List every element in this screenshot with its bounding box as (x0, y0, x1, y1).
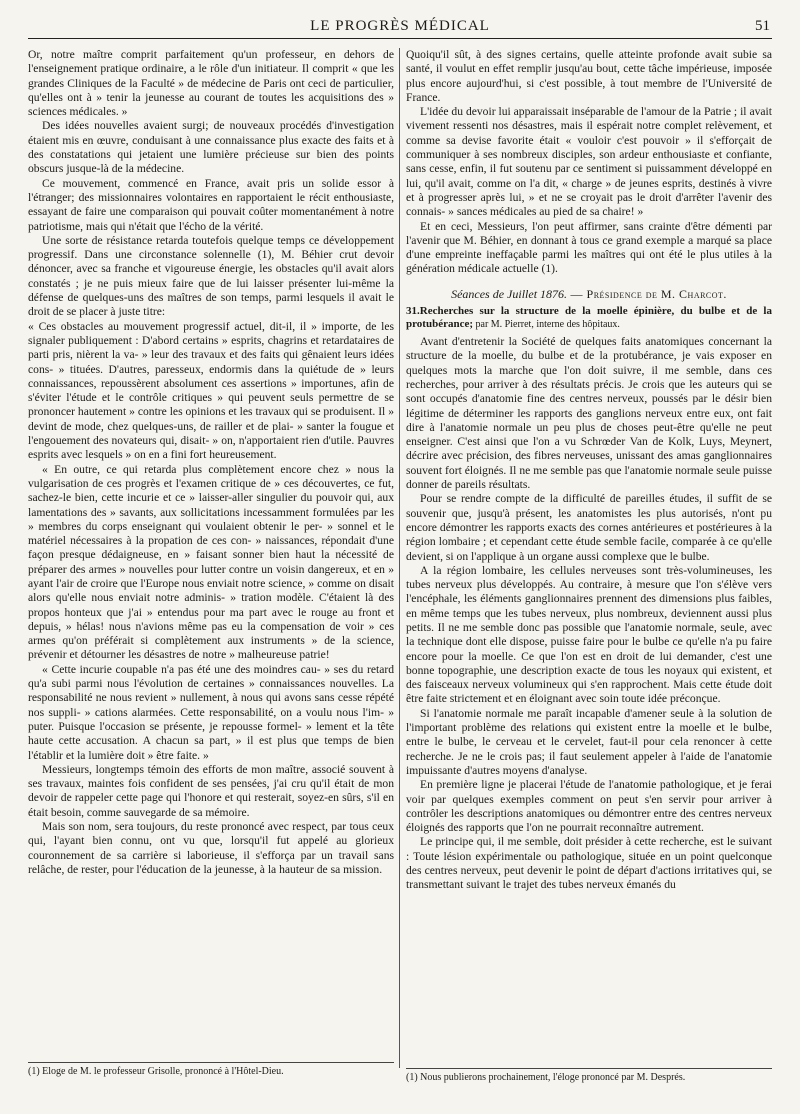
session-heading (406, 287, 772, 301)
column-divider (399, 48, 400, 1068)
paragraph: Quoiqu'il sût, à des signes certains, quelle atteinte profonde avait subie sa santé, il voulut en effet remplir jusqu'au bout, cette tâche impérieuse, imposée plus encore aujourd'hui, si c'est possible, à tout membre de l'Université de France. (406, 48, 772, 104)
paragraph: Mais son nom, sera toujours, du reste prononcé avec respect, par tous ceux qui, l'ayant bien connu, ont vu que, lorsqu'il fut appelé au glorieux couronnement de sa carrière si laborieuse, il s'efforça par un travail sans relâche, de rester, pour l'éducation de la jeunesse, à la hauteur de sa mission. (28, 820, 394, 876)
left-column (28, 48, 394, 1058)
journal-title: LE PROGRÈS MÉDICAL (310, 18, 490, 34)
quote-paragraph: « Ces obstacles au mouvement progressif actuel, dit-il, il » importe, de les signaler publiquement : D'abord certains » esprits, chagrins et retardataires de parti pris, nièrent la va- » leur des travaux et des faits qui gênaient leurs idées cons- » tituées. D'autres, paresseux, endormis dans la quiétude de » leurs connaissances, repoussèrent absolument ces assertions » importunes, afin de s'éviter l'étude et le contrôle critiques » qui peuvent seuls permettre de se prononcer hautement » contre les opinions et les travaux qui se produisent. Il » devint de mode, chez quelques-uns, de railler et de plai- » santer la fougue et l'engouement des novateurs qui, disait- » on, n'apportaient rien d'utile. Pauvres esprits avec lesquels » on en a fini fort heureusement. (28, 319, 394, 462)
page-number: 51 (755, 18, 770, 34)
quote-paragraph: « En outre, ce qui retarda plus complètement encore chez » nous la vulgarisation de ces progrès et l'examen critique de » ces découvertes, ce fut, sachez-le bien, cette incurie et ce » laisser-aller singulier du pouvoir qui, aux lamentations des » savants, aux sollicitations incessamment formulées par les » membres du corps enseignant qui voulaient obtenir le per- » sonnel et le matériel nécessaires à la propation de ces con- » naissances, répondait d'une façon presque dédaigneuse, en » faisant sonner bien haut la nécessité de préparer des armes » nouvelles pour lutter contre un voisin dangereux, et en » ayant l'air de croire que l'Europe nous enviait notre science, » comme on disait alors qu'elle nous enviait notre adminis- » tration modèle. C'étaient là des propos honteux que j'ai » entendus pour ma part avec le rouge au front et depuis, » hélas! nous n'avions même pas eu la compensation de voir » ces armes qu'on préférait si complètement aux instruments » de la science, prévenir et détourner les désastres de notre » malheureuse patrie! (28, 462, 394, 662)
paragraph: A la région lombaire, les cellules nerveuses sont très-volumineuses, les tubes nerveux plus développés. Au contraire, à mesure que l'on s'élève vers l'encéphale, les éléments ganglionnaires prennent des dimensions plus faibles, en même temps que les tubes nerveux, plus nombreux, deviennent aussi plus petits. Il ne me semble donc pas possible que l'anatomie normale, seule, avec la technique dont elle dispose, puisse faire pour le bulbe ce qu'elle n'a pu faire encore pour la moelle. Ce que l'on est en droit de lui demander, c'est une bonne topographie, une description exacte de tous les noyaux qui existent, et des faisceaux nerveux volumineux qui s'en rapprochent. Mais cette étude doit être faite strictement et en éloignant avec soin toute idée préconçue. (406, 563, 772, 706)
footnote-right: (1) Nous publierons prochainement, l'éloge prononcé par M. Després. (406, 1072, 686, 1083)
paragraph: Une sorte de résistance retarda toutefois quelque temps ce développement progressif. Dans une circonstance solennelle (1), M. Béhier crut devoir dénoncer, avec sa franche et vigoureuse énergie, les obstacles qu'il avait alors constatés ; je ne puis mieux faire que de lui laisser présenter lui-même la défense de quelques-uns des maîtres de son temps, parmi lesquels il avait le droit de se placer à juste titre: (28, 233, 394, 319)
footnote-rule (28, 1062, 394, 1063)
footnote-left: (1) Eloge de M. le professeur Grisolle, prononcé à l'Hôtel-Dieu. (28, 1066, 284, 1077)
paragraph: Pour se rendre compte de la difficulté de pareilles études, il suffit de se souvenir que, jusqu'à présent, les anatomistes les plus autorisés, n'ont pu encore démontrer les rapports exacts des cornes antérieures et postérieures à la région lombaire ; et cependant cette étude semble facile, comparée à ce qu'elle devient, si on l'applique à un organe aussi complexe que le bulbe. (406, 492, 772, 563)
paragraph: Messieurs, longtemps témoin des efforts de mon maître, associé souvent à ses travaux, maintes fois confident de ses pensées, j'ai cru qu'il était de mon devoir de rappeler cette page qui l'honore et qui resterait, soyez-en sûrs, s'il en était besoin, comme sauvegarde de sa mémoire. (28, 762, 394, 819)
footnote-rule (406, 1068, 772, 1069)
article-author: par M. Pierret, interne des hôpitaux. (473, 319, 620, 331)
paragraph: Ce mouvement, commencé en France, avait pris un solide essor à l'étranger; des missionnaires volontaires en rapportaient le récit enthousiaste, essayant de faire une comparaison qui pouvait coûter momentanément à notre patriotisme, mais qui n'était que l'écho de la vérité. (28, 176, 394, 233)
paragraph: En première ligne je placerai l'étude de l'anatomie pathologique, et je ferai voir par quelques exemples comment on peut s'en servir pour arriver à contrôler les descriptions anatomiques ou démontrer entre des centres nerveux éloignés des rapports que l'on ne pourrait reconnaître autrement. (406, 778, 772, 835)
article-heading (406, 305, 772, 331)
paragraph: Avant d'entretenir la Société de quelques faits anatomiques concernant la structure de la moelle, du bulbe et de la protubérance, je vais exposer en quelques mots la marche que l'on doit suivre, il me semble, dans ces recherches, pour arriver à des résultats précis. Je crois que les auteurs qui se sont occupés d'anatomie fine des centres nerveux, poussés par le désir bien légitime de déterminer les rapports des ganglions nerveux entre eux, ont fait dire à l'anatomie normale un peu plus de choses peut-être qu'elle ne peut enseigner. C'est ainsi que l'on a vu Schrœder Van de Kolk, Luys, Meynert, décrire avec précision, des fibres nerveuses, unissant des amas ganglionnaires souvent fort éloignés. Il ne me semble pas que l'anatomie normale seule puisse donner de pareils résultats. (406, 335, 772, 492)
paragraph: Or, notre maître comprit parfaitement qu'un professeur, en dehors de l'enseignement pratique ordinaire, a le rôle d'un initiateur. Il comprit « que les grandes Cliniques de la Faculté » de médecine de Paris ont ceci de particulier, qu'elles ont à » tenir la jeunesse au courant de toutes les acquisitions des » sciences médicales. » (28, 48, 394, 119)
right-column (406, 48, 772, 1058)
paragraph: Des idées nouvelles avaient surgi; de nouveaux procédés d'investigation étaient mis en œuvre, conduisant à une connaissance plus exacte des faits et à des constatations qui jetaient une lumière précieuse sur bien des points obscurs jusque-là de la médecine. (28, 119, 394, 176)
paragraph: Si l'anatomie normale me paraît incapable d'amener seule à la solution de l'important problème des relations qui existent entre la moelle et le bulbe, entre le bulbe, le cerveau et le cervelet, faut-il pour cela renoncer à cette recherche. Je ne le crois pas; il faut seulement appeler à l'aide de l'anatomie impuissante d'autres moyens d'analyse. (406, 706, 772, 777)
page-header (28, 16, 772, 39)
session-date: Séances de Juillet 1876. (451, 286, 568, 301)
paragraph: Et en ceci, Messieurs, l'on peut affirmer, sans crainte d'être démenti par l'avenir que M. Béhier, en donnant à tous ce grand exemple a marqué sa place d'une empreinte ineffaçable parmi les maîtres qui ont été le plus utiles à la génération médicale actuelle (1). (406, 219, 772, 276)
paragraph: Le principe qui, il me semble, doit présider à cette recherche, est le suivant : Toute lésion expérimentale ou pathologique, située en un point quelconque des centres nerveux, peut devenir le point de départ d'actions irritatives qui, se transmettant suivant le trajet des tubes nerveux émanés du (406, 835, 772, 892)
paragraph: L'idée du devoir lui apparaissait inséparable de l'amour de la Patrie ; il avait vivement ressenti nos désastres, mais il espérait notre complet relèvement, et comme sa devise favorite était « vouloir c'est pouvoir » il s'efforçait de communiquer à ses nombreux disciples, son ardeur enthousiaste et confiante, sans cesse, enfin, il fut soutenu par ce sentiment si puissamment développé en lui, qu'il avait, comme on l'a dit, « charge » de jeunes esprits, destinés à vivre et à progresser après lui, » et ne se croyait pas le droit d'arrêter l'avenir des connais- » sances médicales au pied de sa chaire! » (406, 105, 772, 219)
session-presidency: — Présidence de M. Charcot. (567, 286, 727, 301)
quote-paragraph: « Cette incurie coupable n'a pas été une des moindres cau- » ses du retard qu'a subi parmi nous l'évolution de certaines » connaissances nouvelles. La responsabilité ne nous revient » nullement, à nous qui avons sans cesse répété nos suppli- » cations alarmées. Cette responsabilité, on a voulu nous l'im- » puter. Puisque l'occasion se présente, je repousse formel- » lement et la tête haute cette accusation. A chacun sa part, » il est plus que temps de bien l'établir et la lumière doit » être faite. » (28, 662, 394, 762)
article-title: 31.Recherches sur la structure de la moelle épinière, du bulbe et de la protubérance; (406, 305, 772, 331)
